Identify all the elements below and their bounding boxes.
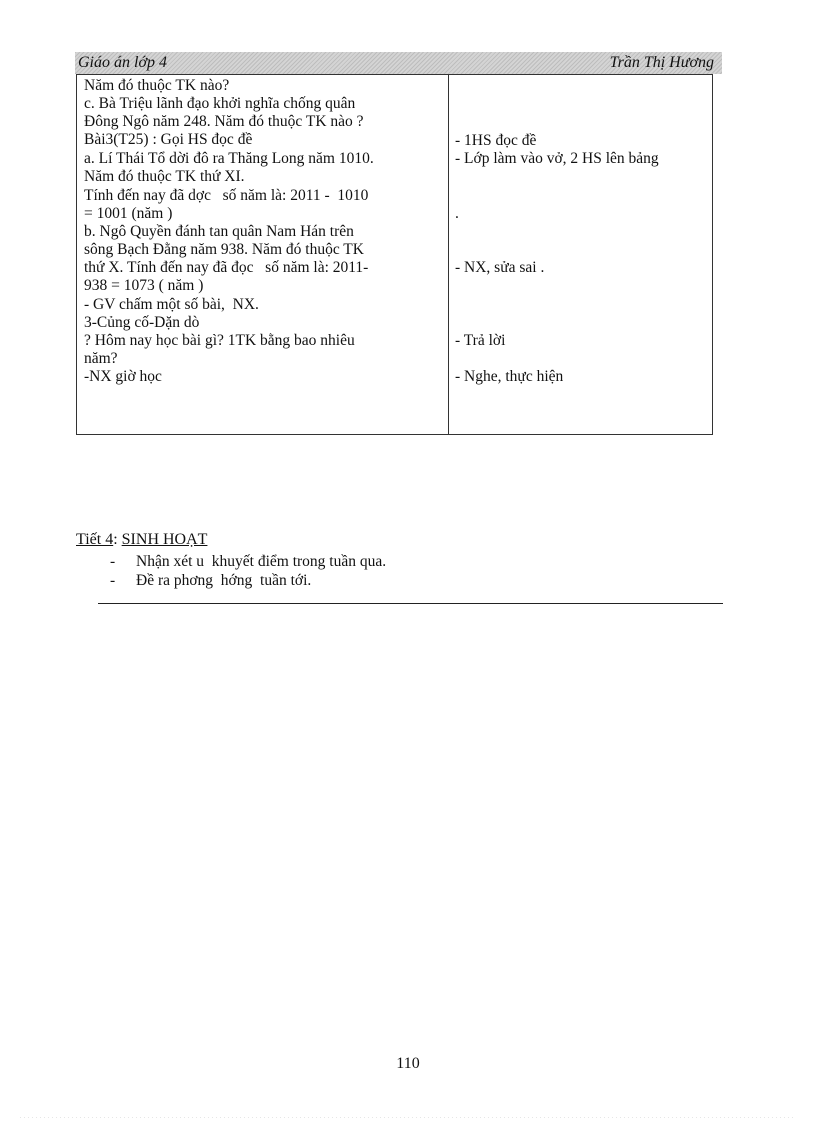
- section-colon: :: [113, 531, 118, 548]
- section-title: SINH HOẠT: [121, 531, 208, 548]
- header-course-title: Giáo án lớp 4: [78, 54, 167, 71]
- horizontal-divider: [98, 603, 723, 604]
- table-line: 3-Củng cố-Dặn dò: [84, 314, 200, 331]
- section-label: Tiết 4: [76, 531, 114, 548]
- table-line: .: [455, 205, 459, 222]
- page-bottom-edge: [20, 1117, 796, 1118]
- table-line: Bài3(T25) : Gọi HS đọc đề: [84, 131, 253, 148]
- table-line: 938 = 1073 ( năm ): [84, 277, 204, 294]
- table-line: - Trả lời: [455, 332, 506, 349]
- table-line: Đông Ngô năm 248. Năm đó thuộc TK nào ?: [84, 113, 364, 130]
- table-line: c. Bà Triệu lãnh đạo khởi nghĩa chống quân: [84, 95, 356, 112]
- table-line: năm?: [84, 350, 118, 367]
- table-line: Tính đến nay đã dợc số năm là: 2011 - 1010: [84, 187, 369, 204]
- list-item-text: Đề ra phơng hớng tuần tới.: [136, 572, 312, 589]
- page-number: 110: [396, 1055, 420, 1072]
- table-line: - Nghe, thực hiện: [455, 368, 564, 385]
- table-line: sông Bạch Đằng năm 938. Năm đó thuộc TK: [84, 241, 364, 258]
- table-line: b. Ngô Quyền đánh tan quân Nam Hán trên: [84, 223, 354, 240]
- lesson-table: [76, 74, 713, 435]
- page-header: [75, 52, 722, 74]
- section-bullet-list: [110, 552, 386, 590]
- list-item: - Đề ra phơng hớng tuần tới.: [110, 572, 312, 589]
- table-line: Năm đó thuộc TK nào?: [84, 77, 230, 94]
- table-line: - GV chấm một số bài, NX.: [84, 296, 259, 313]
- list-item: - Nhận xét u khuyết điểm trong tuần qua.: [110, 553, 387, 570]
- table-line: Năm đó thuộc TK thứ XI.: [84, 168, 245, 185]
- table-line: - NX, sửa sai .: [455, 259, 545, 276]
- table-line: -NX giờ học: [84, 368, 162, 385]
- table-line: thứ X. Tính đến nay đã đọc số năm là: 2011-: [84, 259, 369, 276]
- table-line: ? Hôm nay học bài gì? 1TK bằng bao nhiêu: [84, 332, 355, 349]
- table-line: = 1001 (năm ): [84, 205, 173, 222]
- table-line: a. Lí Thái Tổ dời đô ra Thăng Long năm 1010.: [84, 150, 374, 167]
- header-author: Trần Thị Hương: [609, 54, 714, 71]
- table-line: - 1HS đọc đề: [455, 132, 537, 149]
- table-line: - Lớp làm vào vở, 2 HS lên bảng: [455, 150, 659, 167]
- column-divider: [448, 75, 449, 434]
- list-item-text: Nhận xét u khuyết điểm trong tuần qua.: [136, 553, 387, 570]
- section-heading: [76, 530, 207, 550]
